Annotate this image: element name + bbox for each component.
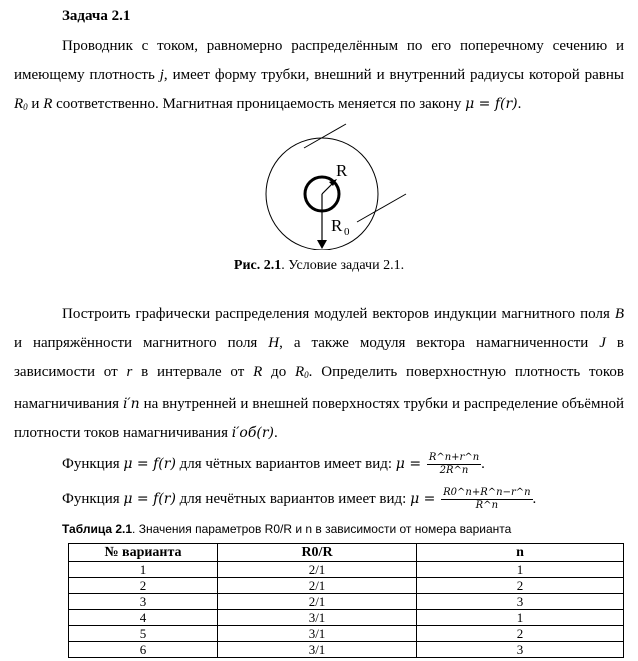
table-cell: 3 bbox=[417, 642, 624, 658]
table-cell: 1 bbox=[417, 562, 624, 578]
table-cell: 1 bbox=[69, 562, 218, 578]
table-cell: 6 bbox=[69, 642, 218, 658]
label-r: R bbox=[336, 161, 348, 180]
tube-bottom-edge bbox=[357, 194, 406, 222]
table-cell: 2 bbox=[417, 578, 624, 594]
table-cell: 1 bbox=[417, 610, 624, 626]
task-title: Задача 2.1 bbox=[62, 8, 131, 24]
table-header-row bbox=[69, 544, 624, 562]
table-row bbox=[69, 594, 624, 610]
table-cell: 2/1 bbox=[218, 578, 417, 594]
fraction-even: $\frac{R\^{}n+r\^{}n}{2R\^{}n}$ bbox=[428, 452, 480, 476]
table-cell: 3/1 bbox=[218, 626, 417, 642]
table-cell: 2/1 bbox=[218, 594, 417, 610]
table-cell: 3 bbox=[417, 594, 624, 610]
table-cell: 4 bbox=[69, 610, 218, 626]
table-row bbox=[69, 626, 624, 642]
table-cell: 3/1 bbox=[218, 642, 417, 658]
tube-top-edge bbox=[304, 124, 346, 148]
table-row bbox=[69, 562, 624, 578]
table-cell: 2 bbox=[417, 626, 624, 642]
table-row bbox=[69, 610, 624, 626]
task-description: Построить графически распределения модулей векторов индукции магнитного поля B и напряжённости магнитного поля H, а также модуля вектора намагниченности J в зависимости от r в интервале от R до $R_0$. Определить поверхностную плотность токов намагничивания i′п на внутренней и внешней поверхностях трубки и распределение объёмной плотности токов намагничивания i′об(r). bbox=[14, 306, 625, 441]
column-header: n bbox=[417, 544, 624, 562]
tube-figure bbox=[262, 118, 412, 255]
table-cell: 3/1 bbox=[218, 610, 417, 626]
table-cell: 5 bbox=[69, 626, 218, 642]
figure-caption: Рис. 2.1. Условие задачи 2.1. bbox=[233, 258, 405, 273]
tube-diagram bbox=[262, 118, 412, 250]
function-odd: Функция μ = f(r) для нечётных вариантов имеет вид: μ = $\frac{R0\^{}n+R\^{}n-r\^{}n}{R\^{}n}$ . bbox=[62, 487, 537, 511]
function-even: Функция μ = f(r) для чётных вариантов имеет вид: μ = $\frac{R\^{}n+r\^{}n}{2R\^{}n}$ . bbox=[62, 452, 485, 476]
label-r0-sub: 0 bbox=[344, 226, 350, 238]
column-header: № варианта bbox=[69, 544, 218, 562]
table-cell: 3 bbox=[69, 594, 218, 610]
table-row bbox=[69, 578, 624, 594]
fraction-odd: $\frac{R0\^{}n+R\^{}n-r\^{}n}{R\^{}n}$ bbox=[443, 487, 531, 511]
table-row bbox=[69, 642, 624, 658]
parameters-table bbox=[68, 543, 624, 658]
column-header: R0/R bbox=[218, 544, 417, 562]
label-r0: R bbox=[331, 216, 343, 235]
table-cell: 2 bbox=[69, 578, 218, 594]
table-cell: 2/1 bbox=[218, 562, 417, 578]
problem-statement: Проводник с током, равномерно распределённым по его поперечному сечению и имеющему плотность j, имеет форму трубки, внешний и внутренний радиусы которой равны $R_0$ и R соответственно. Магнитная проницаемость меняется по закону μ = f(r). bbox=[14, 38, 624, 112]
table-caption: Таблица 2.1. Значения параметров R0/R и n в зависимости от номера варианта bbox=[62, 522, 512, 536]
radius-r0-arrowhead bbox=[317, 240, 327, 249]
